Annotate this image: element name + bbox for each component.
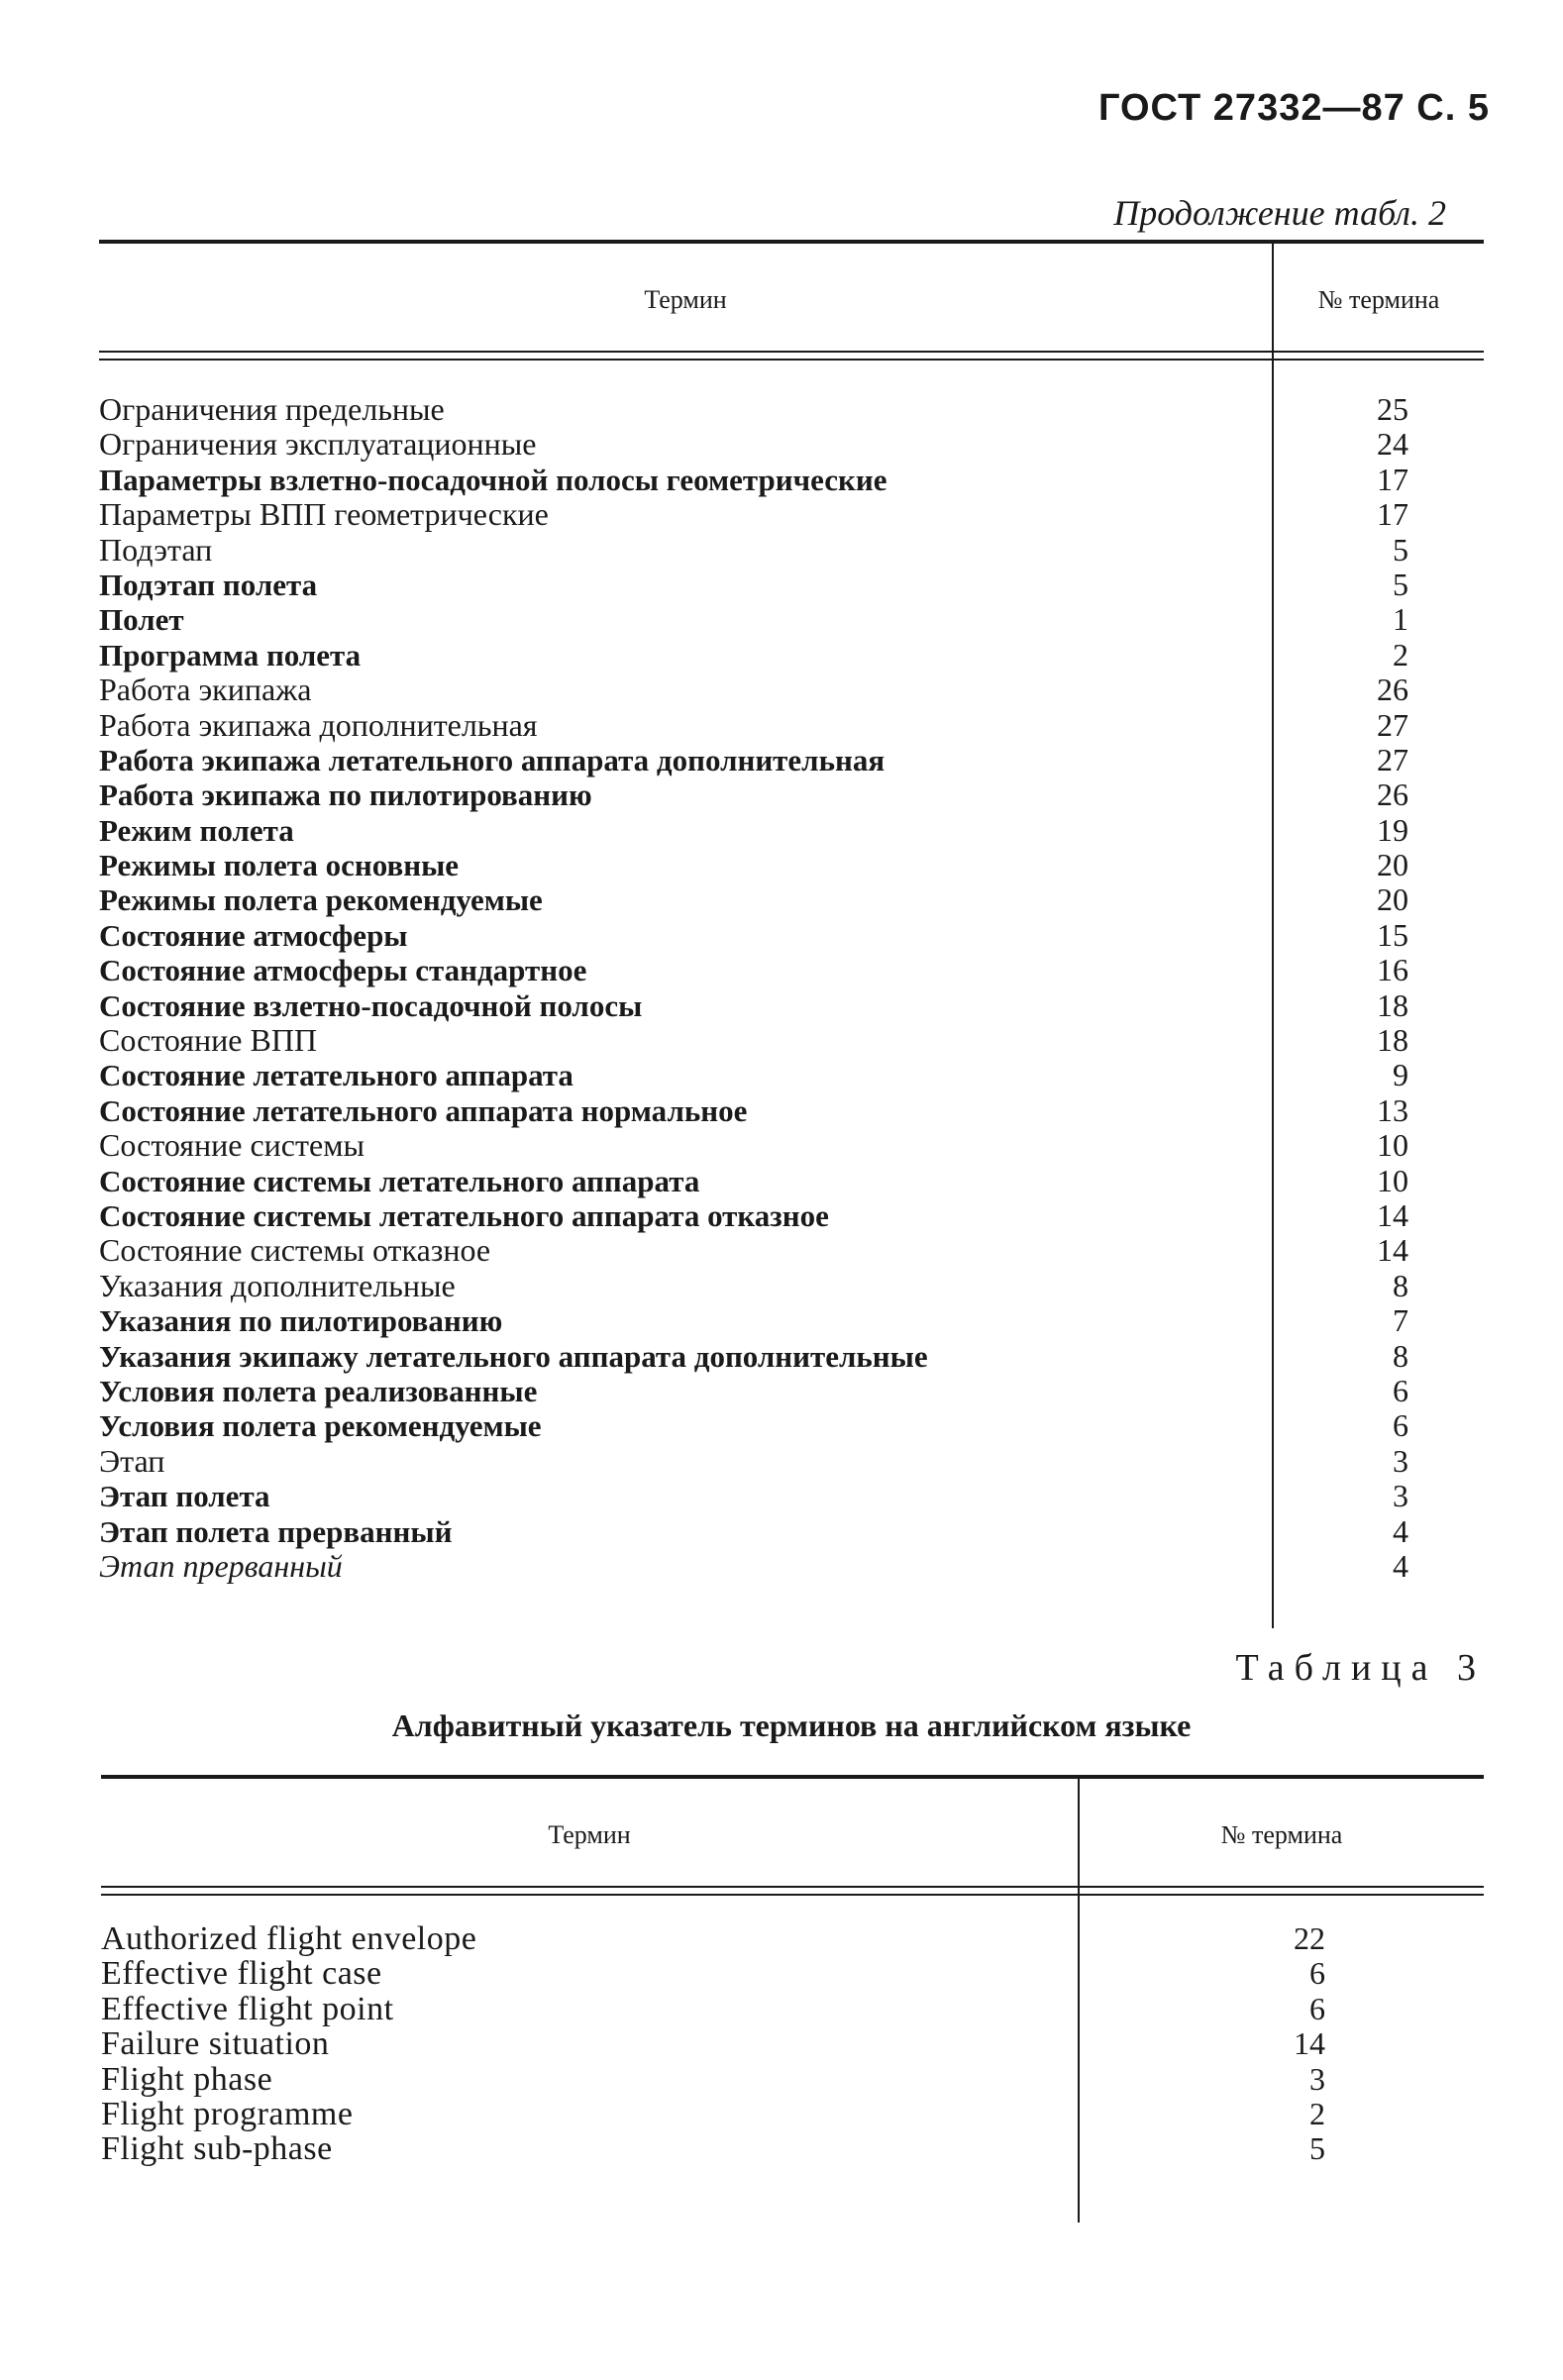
header-rule (101, 1894, 1484, 1896)
term-number-cell: 25 (1377, 391, 1408, 427)
table-row (99, 988, 1484, 1023)
term-number-cell: 5 (1393, 566, 1408, 602)
term-number-cell: 20 (1377, 881, 1408, 918)
column-header-number: № термина (1317, 285, 1440, 314)
term-cell: Состояние системы отказное (99, 1232, 491, 1269)
table-title: Алфавитный указатель терминов на английском языке (391, 1707, 1192, 1743)
table-row (99, 497, 1484, 532)
term-cell: Работа экипажа дополнительная (99, 706, 538, 743)
term-cell: Работа экипажа (99, 672, 312, 708)
term-cell: Режимы полета основные (99, 848, 460, 883)
terms-table-english (101, 1775, 1484, 2230)
table-row (99, 777, 1484, 812)
term-cell: Работа экипажа летательного аппарата дополнительная (99, 742, 886, 777)
term-number-cell: 1 (1393, 601, 1408, 638)
term-number-cell: 3 (1393, 1478, 1408, 1514)
table-row (101, 2062, 1484, 2097)
table-row (99, 848, 1484, 882)
table-row (99, 882, 1484, 917)
table-row (99, 1198, 1484, 1233)
table-row (99, 1514, 1484, 1549)
term-cell: Подэтап (99, 531, 213, 568)
table-row (99, 638, 1484, 673)
term-cell: Подэтап полета (99, 567, 318, 602)
column-header-number: № термина (1220, 1820, 1343, 1849)
term-cell: Указания экипажу летательного аппарата дополнительные (99, 1338, 928, 1374)
terms-table-russian (99, 240, 1484, 1626)
term-number-cell: 9 (1393, 1057, 1408, 1093)
table-row (101, 2026, 1484, 2061)
table-row (99, 1023, 1484, 1058)
table-row (99, 953, 1484, 987)
term-number-cell: 6 (1309, 1990, 1325, 2026)
term-number-cell: 3 (1393, 1442, 1408, 1479)
table-row (99, 427, 1484, 462)
term-cell: Условия полета рекомендуемые (99, 1408, 542, 1444)
term-number-cell: 15 (1377, 916, 1408, 953)
table-row (99, 743, 1484, 777)
term-cell: Этап прерванный (99, 1547, 343, 1584)
table-row (101, 2097, 1484, 2131)
header-rule (101, 1886, 1484, 1888)
term-number-cell: 19 (1377, 811, 1408, 848)
page-header: ГОСТ 27332—87 С. 5 (1097, 87, 1490, 129)
table-row (99, 568, 1484, 602)
term-cell: Состояние системы летательного аппарата отказное (99, 1197, 829, 1233)
term-number-cell: 17 (1377, 461, 1408, 497)
term-cell: Условия полета реализованные (99, 1373, 538, 1408)
term-number-cell: 4 (1393, 1512, 1408, 1549)
term-cell: Полет (99, 602, 184, 638)
term-cell: Состояние атмосферы стандартное (99, 953, 587, 988)
term-cell: Состояние ВПП (99, 1022, 318, 1059)
term-number-cell: 4 (1393, 1547, 1408, 1584)
table-row (101, 2131, 1484, 2166)
term-cell: Работа экипажа по пилотированию (99, 777, 592, 813)
table-caption: Таблица 3 (1235, 1647, 1486, 1689)
table-body (101, 1921, 1484, 2167)
term-cell: Состояние системы (99, 1127, 365, 1164)
term-cell: Ограничения предельные (99, 391, 445, 427)
table-body (99, 392, 1484, 1584)
table-row (99, 1164, 1484, 1198)
table-row (99, 1058, 1484, 1092)
term-number-cell: 27 (1377, 741, 1408, 777)
term-number-cell: 5 (1393, 531, 1408, 568)
term-cell: Параметры взлетно-посадочной полосы геометрические (99, 462, 887, 497)
term-number-cell: 27 (1377, 706, 1408, 743)
term-cell: Ограничения эксплуатационные (99, 426, 537, 463)
term-number-cell: 18 (1377, 1022, 1408, 1059)
term-number-cell: 3 (1309, 2060, 1325, 2097)
table-row (101, 1992, 1484, 2026)
term-cell: Состояние системы летательного аппарата (99, 1163, 700, 1198)
term-cell: Flight phase (101, 2060, 273, 2098)
table-row (101, 1921, 1484, 1956)
table-row (99, 1233, 1484, 1268)
term-number-cell: 6 (1393, 1407, 1408, 1444)
term-number-cell: 6 (1393, 1372, 1408, 1408)
term-cell: Effective flight case (101, 1955, 382, 1993)
table-row (99, 1479, 1484, 1513)
term-cell: Flight programme (101, 2095, 354, 2132)
term-number-cell: 18 (1377, 986, 1408, 1023)
term-cell: Указания по пилотированию (99, 1303, 503, 1339)
term-number-cell: 13 (1377, 1091, 1408, 1128)
term-number-cell: 6 (1309, 1955, 1325, 1992)
term-cell: Состояние атмосферы (99, 917, 408, 953)
term-cell: Этап (99, 1442, 165, 1479)
term-cell: Состояние взлетно-посадочной полосы (99, 987, 643, 1023)
term-cell: Этап полета (99, 1479, 270, 1514)
table-row (99, 392, 1484, 427)
table-row (99, 602, 1484, 637)
term-number-cell: 16 (1377, 952, 1408, 988)
header-rule (99, 351, 1484, 353)
table-row (99, 708, 1484, 743)
term-number-cell: 22 (1294, 1920, 1325, 1956)
term-cell: Effective flight point (101, 1990, 394, 2027)
table-row (99, 1444, 1484, 1479)
term-cell: Flight sub-phase (101, 2130, 333, 2168)
term-cell: Authorized flight envelope (101, 1920, 477, 1957)
column-header-term: Термин (548, 1820, 631, 1849)
table-row (99, 1408, 1484, 1443)
table-row (99, 673, 1484, 707)
term-cell: Указания дополнительные (99, 1267, 456, 1303)
term-number-cell: 20 (1377, 847, 1408, 883)
term-number-cell: 10 (1377, 1162, 1408, 1198)
table-top-rule (99, 240, 1484, 244)
term-number-cell: 24 (1377, 426, 1408, 463)
term-number-cell: 26 (1377, 776, 1408, 813)
header-rule (99, 359, 1484, 361)
table-row (101, 1956, 1484, 1991)
table-row (99, 1339, 1484, 1374)
term-number-cell: 7 (1393, 1302, 1408, 1339)
term-cell: Состояние летательного аппарата (99, 1058, 573, 1093)
term-number-cell: 8 (1393, 1337, 1408, 1374)
term-number-cell: 10 (1377, 1127, 1408, 1164)
term-number-cell: 14 (1377, 1232, 1408, 1269)
table-row (99, 1303, 1484, 1338)
table-row (99, 918, 1484, 953)
table-row (99, 1549, 1484, 1584)
term-number-cell: 2 (1309, 2095, 1325, 2131)
table-row (99, 1374, 1484, 1408)
term-cell: Failure situation (101, 2025, 330, 2063)
term-number-cell: 17 (1377, 496, 1408, 533)
term-number-cell: 8 (1393, 1267, 1408, 1303)
term-number-cell: 5 (1309, 2130, 1325, 2167)
term-cell: Режимы полета рекомендуемые (99, 882, 543, 918)
table-row (99, 813, 1484, 848)
term-cell: Параметры ВПП геометрические (99, 496, 549, 533)
term-number-cell: 26 (1377, 672, 1408, 708)
term-cell: Состояние летательного аппарата нормальное (99, 1092, 748, 1128)
term-cell: Программа полета (99, 637, 362, 673)
table-row (99, 1128, 1484, 1163)
table-row (99, 1093, 1484, 1128)
continuation-label: Продолжение табл. 2 (1113, 193, 1446, 233)
term-number-cell: 14 (1294, 2025, 1325, 2062)
term-cell: Режим полета (99, 812, 294, 848)
term-number-cell: 2 (1393, 636, 1408, 673)
term-cell: Этап полета прерванный (99, 1513, 453, 1549)
table-top-rule (101, 1775, 1484, 1779)
column-header-term: Термин (644, 285, 727, 314)
table-row (99, 463, 1484, 497)
table-row (99, 533, 1484, 568)
table-row (99, 1269, 1484, 1303)
term-number-cell: 14 (1377, 1196, 1408, 1233)
